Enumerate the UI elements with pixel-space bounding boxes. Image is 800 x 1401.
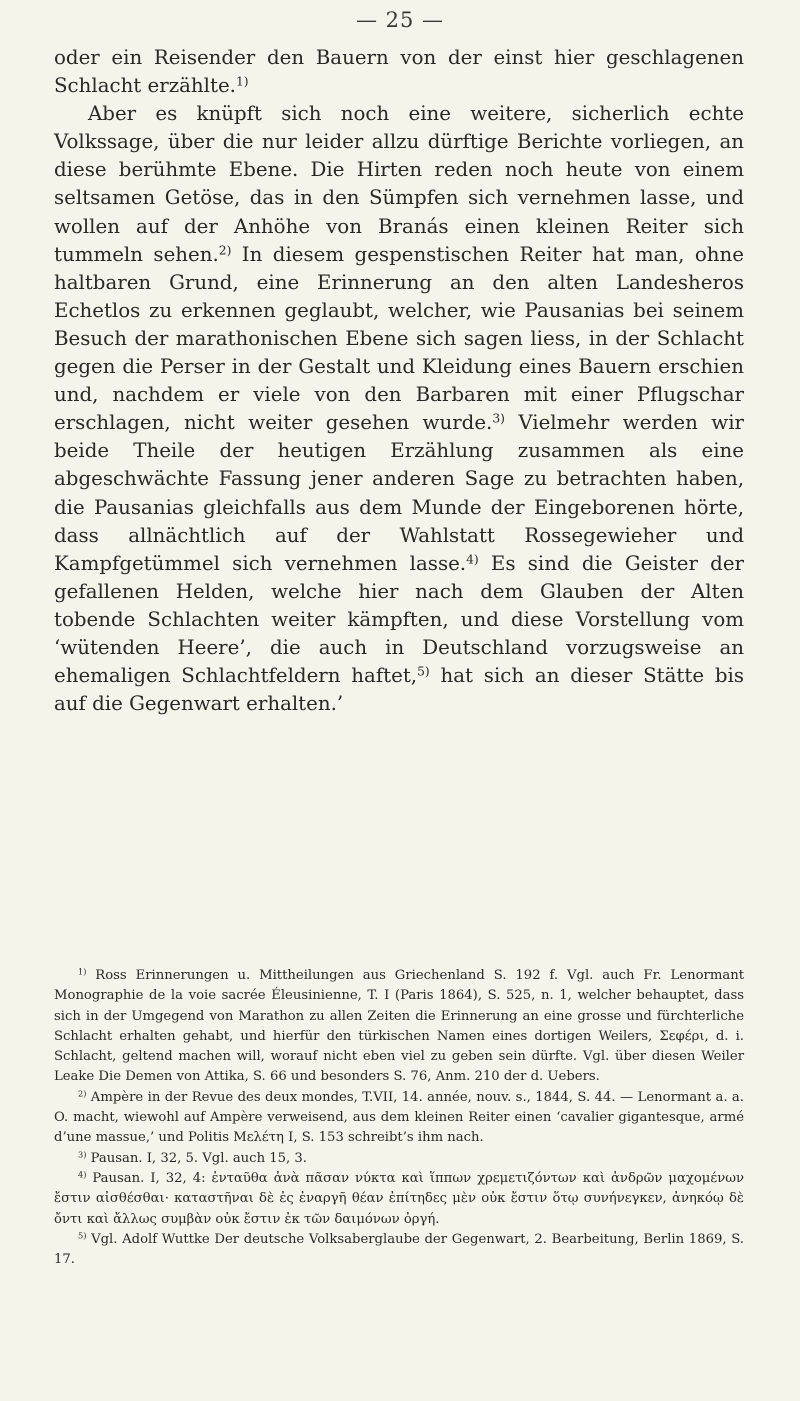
paragraph-2-text-d: Es sind die Geister der gefallenen Helden, welche hier nach dem Glauben der Alten tobende Schlachten weiter kämpften, und diese Vorstellung vom ‘wütenden Heere’, die auch in Deutschland vorzugsweise an ehemaligen Schlachtfeldern haftet,	[54, 551, 744, 688]
paragraph-2-text-b: In diesem gespenstischen Reiter hat man, ohne haltbaren Grund, eine Erinnerung an den alten Landesheros Echetlos zu erkennen geglaubt, welcher, wie Pausanias bei seinem Besuch der marathonischen Ebene sich sagen liess, in der Schlacht gegen die Perser in der Gestalt und Kleidung eines Bauern erschien und, nachdem er viele von den Barbaren mit einer Pflugschar erschlagen, nicht weiter gesehen wurde.	[54, 242, 744, 435]
page-number: — 25 —	[355, 8, 445, 32]
footnote-ref-2: 2)	[218, 242, 232, 257]
paragraph-2	[54, 100, 744, 718]
footnote-4-text: Pausan. I, 32, 4: ἐνταῦθα ἀνὰ πᾶσαν νύκτα καὶ ἵππων χρεμετιζόντων καὶ ἀνδρῶν μαχομένων ἔστιν αἰσθέσθαι· καταστῆναι δὲ ἐς ἐναργῆ θέαν ἐπίτηδες μὲν οὐκ ἔστιν ὅτῳ συνήνεγκεν, ἀνηκόῳ δὲ ὄντι καὶ ἄλλως συμβὰν οὐκ ἔστιν ἐκ τῶν δαιμόνων ὀργή.	[54, 1170, 744, 1227]
footnote-ref-1: 1)	[235, 74, 249, 89]
paragraph-1-text: oder ein Reisender den Bauern von der einst hier geschlagenen Schlacht erzählte.	[54, 46, 744, 98]
paragraph-2-text-a: Aber es knüpft sich noch eine weitere, sicherlich echte Volkssage, über die nur leider allzu dürftige Berichte vorliegen, an diese berühmte Ebene. Die Hirten reden noch heute von einem seltsamen Getöse, das in den Sümpfen sich vernehmen lasse, und wollen auf der Anhöhe von Branás einen kleinen Reiter sich tummeln sehen.	[54, 102, 744, 266]
footnote-1-text: Ross Erinnerungen u. Mittheilungen aus Griechenland S. 192 f. Vgl. auch Fr. Lenormant Monographie de la voie sacrée Éleusinienne, T. I (Paris 1864), S. 525, n. 1, welcher behauptet, dass sich in der Umgegend von Marathon zu allen Zeiten die Erinnerung an eine grosse und fürchterliche Schlacht erhalten gehabt, und hierfür den türkischen Namen eines dortigen Weilers, Σεφέρι, d. i. Schlacht, geltend machen will, worauf nicht eben viel zu geben sein dürfte. Vgl. über diesen Weiler Leake Die Demen von Attika, S. 66 und besonders S. 76, Anm. 210 der d. Uebers.	[54, 968, 744, 1085]
main-text	[54, 44, 744, 718]
footnote-4	[54, 1169, 744, 1230]
footnote-5	[54, 1230, 744, 1271]
footnote-2-text: Ampère in der Revue des deux mondes, T.VII, 14. année, nouv. s., 1844, S. 44. — Lenormant a. a. O. macht, wiewohl auf Ampère verweisend, aus dem kleinen Reiter einen ‘cavalier gigantesque, armé d’une massue,’ und Politis Μελέτη I, S. 153 schreibt’s ihm nach.	[54, 1089, 744, 1146]
footnote-5-number: 5)	[78, 1230, 87, 1241]
paragraph-2-text-c: Vielmehr werden wir beide Theile der heutigen Erzählung zusammen als eine abgeschwächte Fassung jener anderen Sage zu betrachten haben, die Pausanias gleichfalls aus dem Munde der Eingeborenen hörte, dass allnächtlich auf der Wahlstatt Rossegewieher und Kampfgetümmel sich vernehmen lasse.	[54, 411, 744, 575]
footnote-2	[54, 1088, 744, 1149]
footnote-1	[54, 966, 744, 1088]
footnote-ref-4: 4)	[466, 551, 479, 566]
footnote-3	[54, 1149, 744, 1169]
footnote-3-number: 3)	[78, 1149, 87, 1160]
footnotes	[54, 966, 744, 1270]
footnote-4-number: 4)	[78, 1169, 87, 1180]
footnote-1-number: 1)	[78, 966, 87, 977]
paragraph-1	[54, 44, 744, 100]
footnote-3-text: Pausan. I, 32, 5. Vgl. auch 15, 3.	[86, 1150, 307, 1166]
footnote-ref-3: 3)	[492, 411, 505, 426]
footnote-ref-5: 5)	[417, 664, 430, 679]
paragraph-2-text-e: hat sich an dieser Stätte bis auf die Gegenwart erhalten.’	[54, 664, 745, 716]
footnote-5-text: Vgl. Adolf Wuttke Der deutsche Volksaberglaube der Gegenwart, 2. Bearbeitung, Berlin 1869, S. 17.	[54, 1231, 744, 1268]
footnote-2-number: 2)	[78, 1088, 87, 1099]
